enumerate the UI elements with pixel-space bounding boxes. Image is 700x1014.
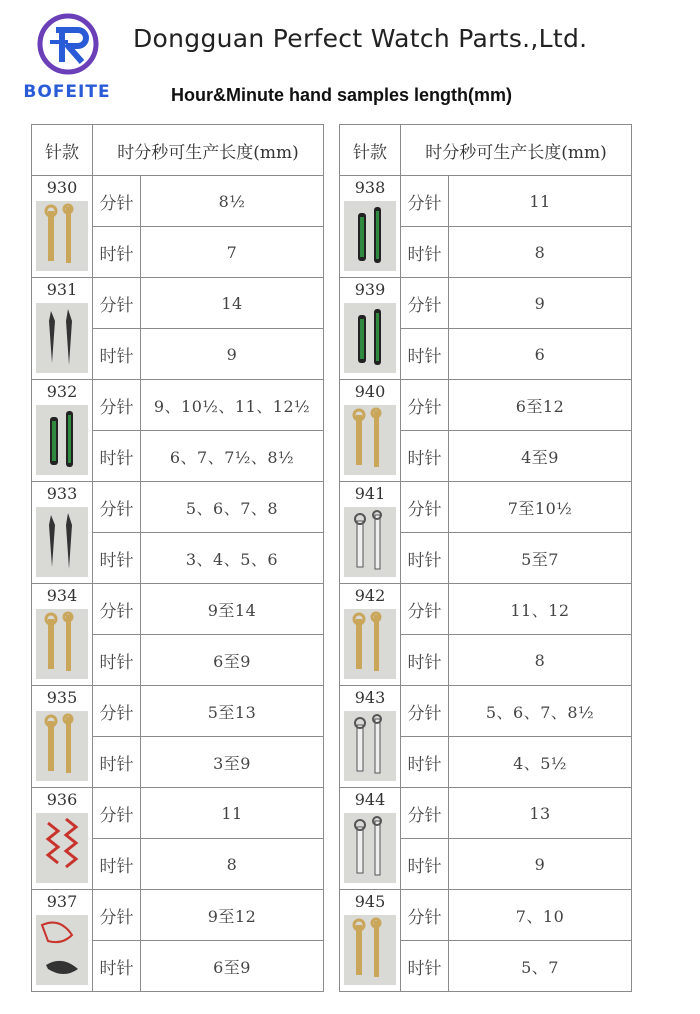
model-code: 934	[46, 586, 78, 605]
table-header-row	[340, 125, 632, 176]
hour-hand-length: 6至9	[141, 635, 324, 686]
hour-hand-label: 时针	[401, 329, 449, 380]
hour-hand-label: 时针	[93, 431, 141, 482]
hour-hand-label: 时针	[401, 941, 449, 992]
hour-hand-label: 时针	[401, 839, 449, 890]
minute-hand-length: 9至14	[141, 584, 324, 635]
model-cell	[340, 686, 401, 788]
minute-hand-row	[32, 482, 324, 533]
model-code: 931	[46, 280, 78, 299]
hand-sample-image	[36, 303, 88, 373]
minute-hand-length: 5至13	[141, 686, 324, 737]
hour-hand-length: 8	[449, 227, 632, 278]
model-cell	[340, 788, 401, 890]
minute-hand-label: 分针	[401, 482, 449, 533]
model-cell	[32, 788, 93, 890]
model-cell	[32, 176, 93, 278]
hour-hand-length: 5、7	[449, 941, 632, 992]
hand-sample-image	[344, 303, 396, 373]
model-code: 933	[46, 484, 78, 503]
page-header	[0, 0, 700, 118]
minute-hand-row	[340, 890, 632, 941]
hour-hand-label: 时针	[401, 533, 449, 584]
minute-hand-row	[32, 584, 324, 635]
minute-hand-label: 分针	[93, 686, 141, 737]
company-name: Dongguan Perfect Watch Parts.,Ltd.	[133, 24, 588, 53]
model-cell	[32, 584, 93, 686]
minute-hand-length: 14	[141, 278, 324, 329]
model-cell	[340, 278, 401, 380]
hand-sample-image	[36, 915, 88, 985]
hour-hand-length: 9	[141, 329, 324, 380]
minute-hand-row	[32, 890, 324, 941]
hour-hand-length: 6至9	[141, 941, 324, 992]
minute-hand-row	[340, 482, 632, 533]
minute-hand-row	[340, 278, 632, 329]
hour-hand-length: 3、4、5、6	[141, 533, 324, 584]
minute-hand-length: 6至12	[449, 380, 632, 431]
header-length: 时分秒可生产长度(mm)	[401, 125, 632, 176]
minute-hand-row	[340, 380, 632, 431]
model-code: 937	[46, 892, 78, 911]
model-code: 936	[46, 790, 78, 809]
minute-hand-row	[340, 176, 632, 227]
hand-sample-image	[344, 711, 396, 781]
model-cell	[340, 482, 401, 584]
minute-hand-row	[32, 380, 324, 431]
minute-hand-label: 分针	[93, 176, 141, 227]
hand-sample-image	[344, 915, 396, 985]
minute-hand-length: 7至10½	[449, 482, 632, 533]
hour-hand-label: 时针	[93, 533, 141, 584]
header-model: 针款	[32, 125, 93, 176]
model-code: 930	[46, 178, 78, 197]
hour-hand-length: 4、5½	[449, 737, 632, 788]
hour-hand-length: 4至9	[449, 431, 632, 482]
hand-sample-image	[344, 609, 396, 679]
hand-spec-table-right	[339, 124, 632, 992]
minute-hand-row	[32, 278, 324, 329]
hour-hand-label: 时针	[401, 737, 449, 788]
minute-hand-length: 9	[449, 278, 632, 329]
minute-hand-length: 11	[449, 176, 632, 227]
model-cell	[340, 176, 401, 278]
model-code: 939	[354, 280, 386, 299]
minute-hand-row	[340, 788, 632, 839]
minute-hand-label: 分针	[401, 686, 449, 737]
header-length: 时分秒可生产长度(mm)	[93, 125, 324, 176]
hour-hand-label: 时针	[93, 635, 141, 686]
minute-hand-label: 分针	[93, 482, 141, 533]
model-code: 942	[354, 586, 386, 605]
minute-hand-row	[340, 584, 632, 635]
hour-hand-length: 6、7、7½、8½	[141, 431, 324, 482]
hour-hand-label: 时针	[93, 227, 141, 278]
minute-hand-label: 分针	[93, 278, 141, 329]
hand-spec-table-left	[31, 124, 324, 992]
minute-hand-label: 分针	[401, 176, 449, 227]
document-subtitle: Hour&Minute hand samples length(mm)	[171, 85, 513, 105]
hour-hand-label: 时针	[93, 941, 141, 992]
header-model: 针款	[340, 125, 401, 176]
model-code: 941	[354, 484, 386, 503]
hour-hand-length: 5至7	[449, 533, 632, 584]
model-cell	[32, 278, 93, 380]
minute-hand-label: 分针	[93, 788, 141, 839]
company-logo	[12, 12, 122, 107]
minute-hand-row	[32, 176, 324, 227]
logo-text: BOFEITE	[23, 82, 111, 102]
model-cell	[32, 380, 93, 482]
minute-hand-length: 9至12	[141, 890, 324, 941]
model-code: 944	[354, 790, 386, 809]
model-code: 943	[354, 688, 386, 707]
hand-sample-image	[344, 507, 396, 577]
hour-hand-label: 时针	[93, 737, 141, 788]
model-code: 945	[354, 892, 386, 911]
hour-hand-label: 时针	[401, 431, 449, 482]
minute-hand-row	[32, 686, 324, 737]
hour-hand-label: 时针	[401, 227, 449, 278]
hand-sample-image	[344, 405, 396, 475]
minute-hand-label: 分针	[401, 584, 449, 635]
hand-sample-image	[344, 201, 396, 271]
model-code: 932	[46, 382, 78, 401]
minute-hand-label: 分针	[93, 890, 141, 941]
model-cell	[32, 890, 93, 992]
hour-hand-label: 时针	[401, 635, 449, 686]
hand-sample-image	[36, 813, 88, 883]
minute-hand-length: 11	[141, 788, 324, 839]
hour-hand-length: 9	[449, 839, 632, 890]
hour-hand-length: 3至9	[141, 737, 324, 788]
minute-hand-label: 分针	[401, 890, 449, 941]
hour-hand-length: 8	[449, 635, 632, 686]
model-code: 935	[46, 688, 78, 707]
model-cell	[340, 890, 401, 992]
hand-sample-image	[36, 201, 88, 271]
minute-hand-length: 13	[449, 788, 632, 839]
hand-sample-image	[344, 813, 396, 883]
hour-hand-length: 7	[141, 227, 324, 278]
model-cell	[340, 584, 401, 686]
model-cell	[32, 482, 93, 584]
minute-hand-length: 11、12	[449, 584, 632, 635]
hour-hand-label: 时针	[93, 839, 141, 890]
minute-hand-length: 5、6、7、8½	[449, 686, 632, 737]
minute-hand-label: 分针	[401, 788, 449, 839]
minute-hand-label: 分针	[401, 380, 449, 431]
minute-hand-length: 8½	[141, 176, 324, 227]
minute-hand-length: 9、10½、11、12½	[141, 380, 324, 431]
minute-hand-length: 7、10	[449, 890, 632, 941]
minute-hand-row	[32, 788, 324, 839]
minute-hand-row	[340, 686, 632, 737]
table-header-row	[32, 125, 324, 176]
model-code: 940	[354, 382, 386, 401]
hand-sample-image	[36, 711, 88, 781]
model-cell	[340, 380, 401, 482]
hand-sample-image	[36, 507, 88, 577]
hour-hand-length: 6	[449, 329, 632, 380]
minute-hand-label: 分针	[93, 380, 141, 431]
bofeite-logo-icon	[36, 12, 100, 76]
minute-hand-label: 分针	[401, 278, 449, 329]
hand-sample-image	[36, 405, 88, 475]
model-cell	[32, 686, 93, 788]
hour-hand-label: 时针	[93, 329, 141, 380]
minute-hand-label: 分针	[93, 584, 141, 635]
minute-hand-length: 5、6、7、8	[141, 482, 324, 533]
model-code: 938	[354, 178, 386, 197]
hand-sample-image	[36, 609, 88, 679]
hour-hand-length: 8	[141, 839, 324, 890]
